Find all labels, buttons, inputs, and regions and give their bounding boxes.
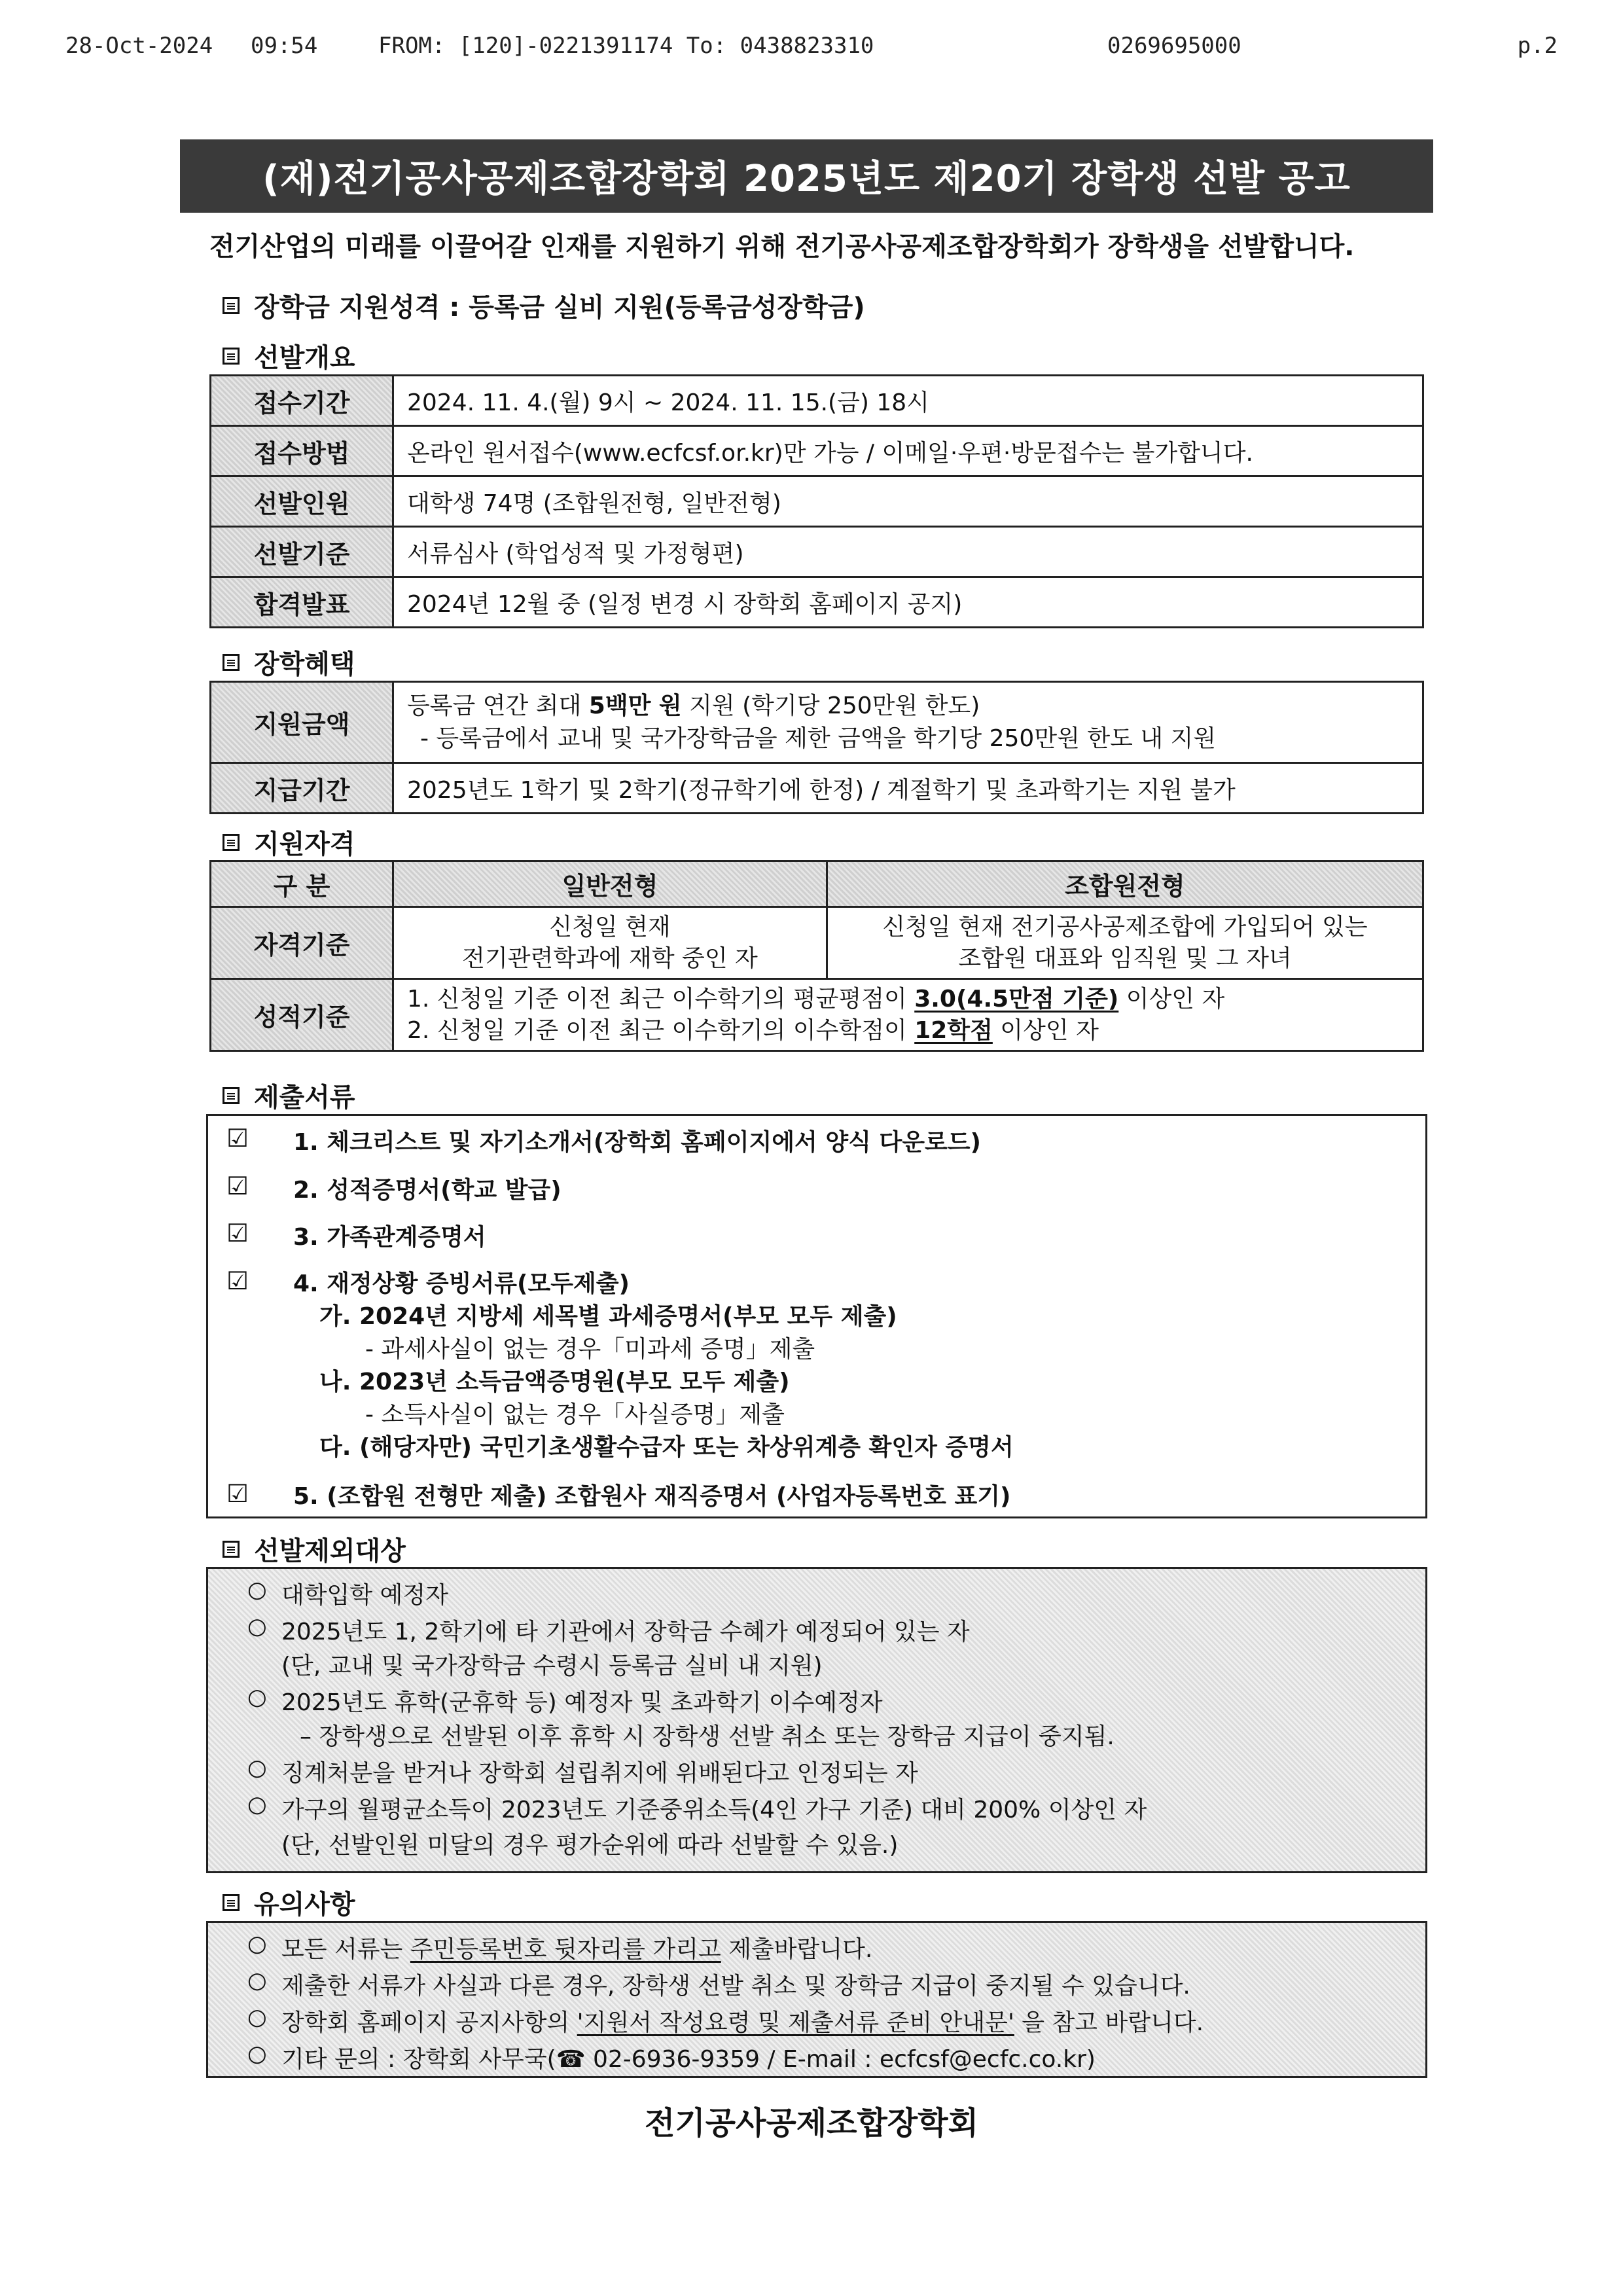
exclusions-box [206,1567,1427,1873]
contact-line: 기타 문의 : 장학회 사무국(☎ 02-6936-9359 / E-mail : ecfcsf@ecfc.co.kr) [281,2046,1096,2073]
list-item: 5. (조합원 전형만 제출) 조합원사 재직증명서 (사업자등록번호 표기) [293,1483,1011,1510]
qualification-member: 신청일 현재 전기공사공제조합에 가입되어 있는 조합원 대표와 임직원 및 그 자녀 [827,907,1423,979]
checkbox-icon: ☑ [226,1219,249,1247]
checkbox-icon: ☑ [226,1479,249,1508]
list-subitem: 가. 2024년 지방세 세목별 과세증명서(부모 모두 제출) [319,1303,897,1330]
table-row [211,476,1423,527]
list-item: 가구의 월평균소득이 2023년도 기준중위소득(4인 가구 기준) 대비 200% 이상인 자 [281,1797,1147,1823]
fax-number: 0269695000 [1107,33,1241,59]
gpa-threshold: 3.0(4.5만점 기준) [914,985,1119,1013]
eligibility-heading-text: 지원자격 [254,829,355,859]
row-value: 온라인 원서접수(www.ecfcsf.or.kr)만 가능 / 이메일·우편·방문접수는 불가합니다. [393,426,1423,476]
checkbox-icon: ☑ [226,1172,249,1200]
guide-reference: '지원서 작성요령 및 제출서류 준비 안내문' [577,2009,1014,2036]
notes-box [206,1921,1427,2078]
row-value: 2024년 12월 중 (일정 변경 시 장학회 홈페이지 공지) [393,577,1423,628]
row-label: 선발인원 [211,476,393,527]
qualification-label: 자격기준 [211,907,393,979]
credit-threshold: 12학점 [914,1016,993,1044]
checkbox-icon: ☑ [226,1124,249,1153]
circle-bullet-icon: ○ [247,1755,267,1781]
list-subitem: 다. (해당자만) 국민기초생활수급자 또는 차상위계층 확인자 증명서 [319,1434,1014,1461]
circle-bullet-icon: ○ [247,1967,267,1994]
col-header-general: 일반전형 [393,861,827,907]
list-item: 2. 성적증명서(학교 발급) [293,1177,562,1204]
qualification-general: 신청일 현재 전기관련학과에 재학 중인 자 [393,907,827,979]
list-item: 4. 재정상황 증빙서류(모두제출) [293,1270,630,1297]
list-item: 2025년도 1, 2학기에 타 기관에서 장학금 수혜가 예정되어 있는 자 [281,1619,970,1645]
page-title: (재)전기공사공제조합장학회 2025년도 제20기 장학생 선발 공고 [180,139,1433,213]
table-row [211,577,1423,628]
period-label: 지급기간 [211,763,393,814]
col-header-category: 구 분 [211,861,393,907]
circle-bullet-icon: ○ [247,1791,267,1818]
grade-criteria: 1. 신청일 기준 이전 최근 이수학기의 평균평점이 3.0(4.5만점 기준) 이상인 자 2. 신청일 기준 이전 최근 이수학기의 이수학점이 12학점 이상인 자 [393,979,1423,1051]
privacy-emphasis: 주민등록번호 뒷자리를 가리고 [410,1936,721,1963]
list-note: (단, 교내 및 국가장학금 수령시 등록금 실비 내 지원) [281,1653,823,1679]
support-type-text: 장학금 지원성격 : 등록금 실비 지원(등록금성장학금) [254,293,865,323]
list-item: 대학입학 예정자 [281,1582,448,1609]
documents-heading [223,1077,355,1114]
documents-heading-text: 제출서류 [254,1083,355,1113]
square-bullet-icon [223,654,240,671]
amount-label: 지원금액 [211,682,393,763]
fax-page: p.2 [1517,33,1558,59]
support-type-heading [223,287,865,324]
documents-box [206,1114,1427,1518]
period-value: 2025년도 1학기 및 2학기(정규학기에 한정) / 계절학기 및 초과학기는 지원 불가 [393,763,1423,814]
checkbox-icon: ☑ [226,1266,249,1295]
fax-time: 09:54 [251,33,318,59]
square-bullet-icon [223,834,240,851]
circle-bullet-icon: ○ [247,1577,267,1603]
row-value: 서류심사 (학업성적 및 가정형편) [393,527,1423,577]
row-label: 선발기준 [211,527,393,577]
circle-bullet-icon: ○ [247,1613,267,1640]
table-row [211,861,1423,907]
fax-date: 28-Oct-2024 [65,33,213,59]
grade-label: 성적기준 [211,979,393,1051]
exclusions-heading [223,1530,406,1568]
table-row [211,907,1423,979]
benefits-table [209,681,1424,814]
overview-heading-text: 선발개요 [254,343,355,373]
list-note: – 장학생으로 선발된 이후 휴학 시 장학생 선발 취소 또는 장학금 지급이 중지됨. [300,1723,1115,1750]
table-row [211,527,1423,577]
list-item: 1. 체크리스트 및 자기소개서(장학회 홈페이지에서 양식 다운로드) [293,1129,982,1156]
circle-bullet-icon: ○ [247,2004,267,2030]
square-bullet-icon [223,1087,240,1104]
exclusions-heading-text: 선발제외대상 [254,1536,406,1566]
table-row [211,376,1423,426]
list-item: 모든 서류는 주민등록번호 뒷자리를 가리고 제출바랍니다. [281,1936,873,1963]
circle-bullet-icon: ○ [247,1684,267,1710]
table-row [211,426,1423,476]
row-label: 접수방법 [211,426,393,476]
benefits-heading-text: 장학혜택 [254,649,355,679]
amount-note: - 등록금에서 교내 및 국가장학금을 제한 금액을 학기당 250만원 한도 내 지원 [420,725,1217,752]
row-value: 대학생 74명 (조합원전형, 일반전형) [393,476,1423,527]
list-item: 징계처분을 받거나 장학회 설립취지에 위배된다고 인정되는 자 [281,1760,918,1787]
eligibility-table [209,860,1424,1052]
col-header-member: 조합원전형 [827,861,1423,907]
list-note: - 소득사실이 없는 경우「사실증명」제출 [365,1401,785,1428]
row-label: 합격발표 [211,577,393,628]
list-item: 장학회 홈페이지 공지사항의 '지원서 작성요령 및 제출서류 준비 안내문' 을 참고 바랍니다. [281,2009,1204,2036]
eligibility-heading [223,823,355,861]
intro-text: 전기산업의 미래를 이끌어갈 인재를 지원하기 위해 전기공사공제조합장학회가 장학생을 선발합니다. [209,232,1355,262]
circle-bullet-icon: ○ [247,2041,267,2067]
table-row [211,979,1423,1051]
row-value: 2024. 11. 4.(월) 9시 ~ 2024. 11. 15.(금) 18시 [393,376,1423,426]
list-item: 제출한 서류가 사실과 다른 경우, 장학생 선발 취소 및 장학금 지급이 중지될 수 있습니다. [281,1973,1190,2000]
list-subitem: 나. 2023년 소득금액증명원(부모 모두 제출) [319,1369,790,1395]
square-bullet-icon [223,1894,240,1911]
circle-bullet-icon: ○ [247,1931,267,1957]
list-note: - 과세사실이 없는 경우「미과세 증명」제출 [365,1336,815,1363]
table-row [211,763,1423,814]
square-bullet-icon [223,348,240,365]
amount-value: 등록금 연간 최대 5백만 원 지원 (학기당 250만원 한도) - 등록금에서 교내 및 국가장학금을 제한 금액을 학기당 250만원 한도 내 지원 [393,682,1423,763]
list-item: 3. 가족관계증명서 [293,1224,486,1251]
square-bullet-icon [223,297,240,314]
issuing-organization: 전기공사공제조합장학회 [644,2105,979,2142]
fax-from-to: FROM: [120]-0221391174 To: 0438823310 [378,33,874,59]
list-note: (단, 선발인원 미달의 경우 평가순위에 따라 선발할 수 있음.) [281,1832,899,1859]
fax-header [65,33,1558,72]
notes-heading-text: 유의사항 [254,1890,355,1920]
benefits-heading [223,643,355,681]
row-label: 접수기간 [211,376,393,426]
list-item: 2025년도 휴학(군휴학 등) 예정자 및 초과학기 이수예정자 [281,1689,883,1716]
square-bullet-icon [223,1541,240,1558]
overview-table [209,374,1424,628]
overview-heading [223,337,355,374]
table-row [211,682,1423,763]
notes-heading [223,1884,355,1921]
max-amount: 5백만 원 [588,692,682,719]
